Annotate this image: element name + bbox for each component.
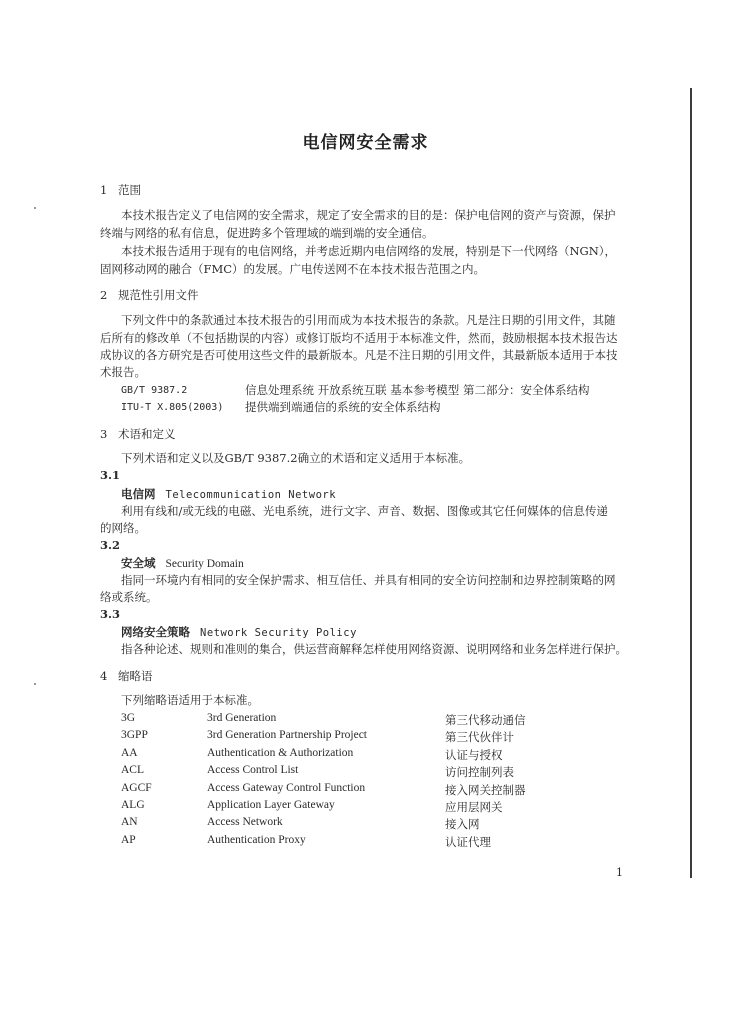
definition-line: 利用有线和/或无线的电磁、光电系统，进行文字、声音、数据、图像或其它任何媒体的信息传递 [121,504,608,518]
scan-dot [34,683,36,685]
abbreviation-zh: 应用层网关 [445,800,503,814]
term-zh: 安全域 [121,556,156,570]
abbreviation-full: Authentication Proxy [207,833,306,846]
abbreviation-zh: 接入网关控制器 [445,782,526,797]
abbreviation-full: Access Network [207,816,283,829]
definition-line: 的网络。 [100,521,146,535]
paragraph-line: 本技术报告适用于现有的电信网络，并考虑近期内电信网络的发展，特别是下一代网络（NGN）， [121,244,617,258]
abbreviation-abbr: AP [121,833,136,846]
abbreviation-abbr: ACL [121,764,144,777]
abbreviation-row [0,729,731,746]
abbreviation-full: Application Layer Gateway [207,799,335,811]
scan-dot [34,207,36,209]
paragraph-line: 下列缩略语适用于本标准。 [121,693,259,707]
abbreviation-zh: 认证代理 [445,834,491,849]
term-heading [121,486,336,502]
page-number: 1 [616,866,623,879]
abbreviation-row [0,834,731,851]
definition-line: 络或系统。 [100,590,158,604]
paragraph-line: 术报告。 [100,365,146,379]
reference-code: GB/T 9387.2 [121,385,188,396]
term-heading [121,624,357,640]
term-number: 3.3 [100,607,121,621]
reference-title: 信息处理系统 开放系统互联 基本参考模型 第二部分：安全体系结构 [245,383,590,397]
abbreviation-row [0,799,731,816]
abbreviation-row [0,816,731,833]
paragraph-line: 成协议的各方研究是否可使用这些文件的最新版本。凡是不注日期的引用文件，其最新版本适用于本技 [100,348,618,362]
abbreviation-abbr: 3GPP [121,729,148,742]
section-2-heading [100,287,199,303]
term-en: Security Domain [165,558,244,570]
section-3-heading [100,426,176,442]
term-zh: 电信网 [121,487,156,501]
paragraph-line: 终端与网络的私有信息，促进跨多个管理域的端到端的安全通信。 [100,226,434,240]
section-4-heading [100,668,153,684]
abbreviation-full: Authentication & Authorization [207,746,354,759]
paragraph-line: 下列术语和定义以及GB/T 9387.2确立的术语和定义适用于本标准。 [121,451,471,465]
term-zh: 网络安全策略 [121,625,190,639]
abbreviation-row [0,782,731,799]
term-en: Network Security Policy [200,627,357,639]
abbreviation-zh: 访问控制列表 [445,765,514,780]
section-number: 4 [100,669,108,683]
section-title: 缩略语 [118,669,153,683]
term-en: Telecommunication Network [165,489,337,501]
section-title: 规范性引用文件 [118,288,199,302]
abbreviation-full: Access Control List [207,764,299,777]
section-title: 术语和定义 [118,427,176,441]
abbreviation-abbr: AN [121,816,138,829]
term-heading [121,555,244,571]
section-number: 1 [100,183,108,197]
abbreviation-abbr: 3G [121,712,136,724]
abbreviation-full: Access Gateway Control Function [207,781,366,794]
abbreviation-row [0,712,731,729]
abbreviation-abbr: ALG [121,799,145,811]
abbreviation-full: 3rd Generation [207,712,277,724]
abbreviation-zh: 第三代移动通信 [445,713,526,727]
abbreviation-abbr: AGCF [121,781,152,794]
paragraph-line: 固网移动网的融合（FMC）的发展。广电传送网不在本技术报告范围之内。 [100,262,486,276]
paragraph-line: 本技术报告定义了电信网的安全需求，规定了安全需求的目的是：保护电信网的资产与资源，保护 [121,208,616,222]
reference-title: 提供端到端通信的系统的安全体系结构 [245,400,441,414]
reference-code: ITU-T X.805(2003) [121,402,224,413]
abbreviation-row [0,747,731,764]
section-number: 3 [100,427,108,441]
abbreviation-row [0,764,731,781]
paragraph-line: 后所有的修改单（不包括勘误的内容）或修订版均不适用于本标准文件，然而，鼓励根据本技术报告达 [100,331,618,345]
definition-line: 指同一环境内有相同的安全保护需求、相互信任、并具有相同的安全访问控制和边界控制策略的网 [121,573,616,587]
section-1-heading [100,182,141,198]
section-number: 2 [100,288,108,302]
term-number: 3.2 [100,538,121,552]
abbreviation-abbr: AA [121,746,138,759]
section-title: 范围 [118,183,141,197]
document-title: 电信网安全需求 [302,133,429,153]
abbreviation-zh: 认证与授权 [445,747,503,762]
abbreviation-zh: 第三代伙伴计 [445,730,514,745]
abbreviation-zh: 接入网 [445,817,480,832]
term-number: 3.1 [100,468,121,482]
paragraph-line: 下列文件中的条款通过本技术报告的引用而成为本技术报告的条款。凡是注日期的引用文件，其随 [121,313,616,327]
abbreviation-full: 3rd Generation Partnership Project [207,729,367,742]
definition-line: 指各种论述、规则和准则的集合，供运营商解释怎样使用网络资源、说明网络和业务怎样进行保护。 [121,642,627,656]
